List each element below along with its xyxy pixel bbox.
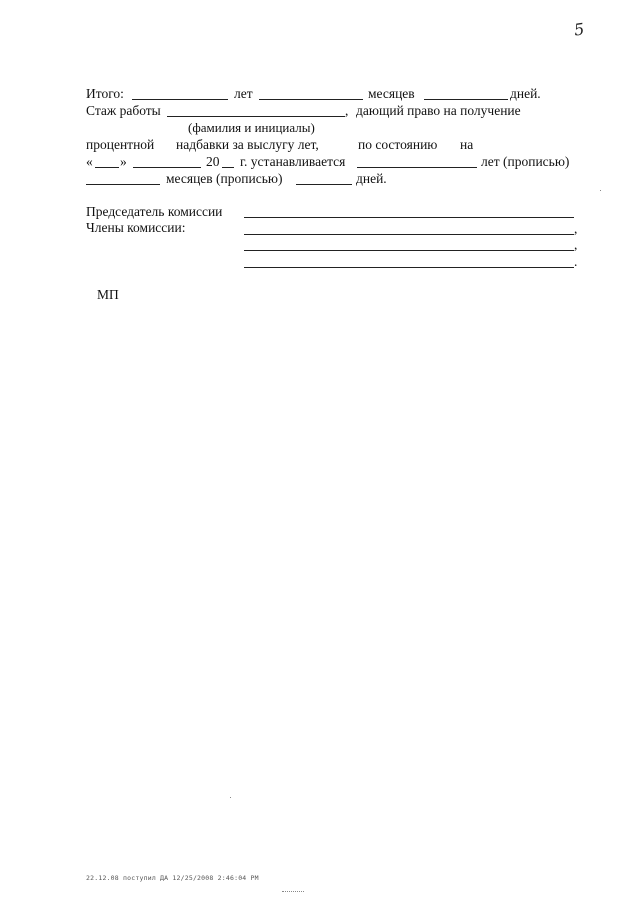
employee-name-blank[interactable] — [167, 116, 345, 117]
members-label: Члены комиссии: — [86, 220, 186, 235]
days-words-blank[interactable] — [296, 184, 352, 185]
total-years-blank[interactable] — [132, 99, 228, 100]
member-line-2-comma: , — [574, 237, 578, 252]
months-words-blank[interactable] — [86, 184, 160, 185]
months-words-label: месяцев (прописью) — [166, 171, 283, 186]
quote-close: » — [120, 154, 127, 169]
total-months-blank[interactable] — [259, 99, 363, 100]
years-words-label: лет (прописью) — [481, 154, 570, 169]
total-days-label: дней. — [510, 86, 541, 101]
member-signature-line-2[interactable] — [244, 250, 574, 251]
year-blank[interactable] — [222, 167, 234, 168]
total-years-label: лет — [234, 86, 253, 101]
years-words-blank[interactable] — [357, 167, 477, 168]
scan-speck — [230, 797, 231, 798]
footer-dots — [282, 891, 304, 892]
month-blank[interactable] — [133, 167, 201, 168]
days-words-label: дней. — [356, 171, 387, 186]
name-caption: (фамилия и инициалы) — [188, 120, 315, 135]
established-text: г. устанавливается — [240, 154, 346, 169]
scan-speck — [600, 190, 601, 191]
fax-footer: 22.12.08 поступил ДА 12/25/2008 2:46:04 PM — [86, 874, 259, 882]
total-days-blank[interactable] — [424, 99, 508, 100]
allowance-word-2: надбавки за выслугу лет, — [176, 137, 319, 152]
total-months-label: месяцев — [368, 86, 415, 101]
member-line-3-period: . — [574, 254, 578, 269]
member-signature-line-3[interactable] — [244, 267, 574, 268]
experience-tail-text: дающий право на получение — [356, 103, 521, 118]
stamp-place-label: МП — [97, 287, 119, 302]
allowance-word-1: процентной — [86, 137, 155, 152]
member-line-1-comma: , — [574, 221, 578, 236]
experience-comma: , — [345, 103, 349, 118]
total-label: Итого: — [86, 86, 124, 101]
chairman-label: Председатель комиссии — [86, 204, 223, 219]
day-blank[interactable] — [95, 167, 119, 168]
page-number: 5 — [572, 19, 586, 40]
year-prefix: 20 — [206, 154, 220, 169]
experience-label: Стаж работы — [86, 103, 161, 118]
chairman-signature-line[interactable] — [244, 217, 574, 218]
member-signature-line-1[interactable] — [244, 234, 574, 235]
allowance-word-4: на — [460, 137, 474, 152]
quote-open: « — [86, 154, 93, 169]
allowance-word-3: по состоянию — [358, 137, 438, 152]
